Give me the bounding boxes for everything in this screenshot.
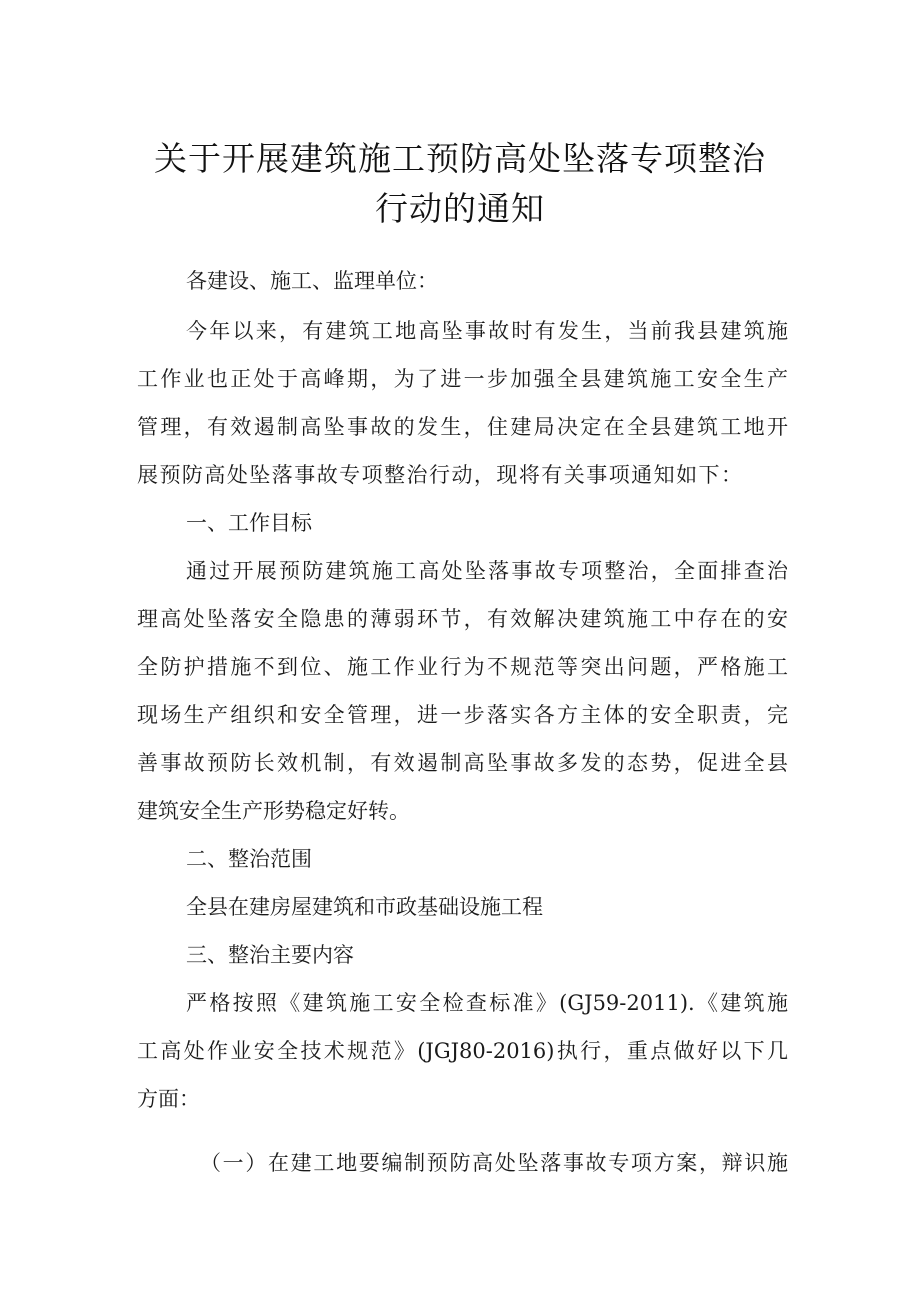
section-1-line-4: 现场生产组织和安全管理，进一步落实各方主体的安全职责，完 [137,703,788,727]
intro-line-3: 管理，有效遏制高坠事故的发生，住建局决定在全县建筑工地开 [137,415,788,439]
section-3-line-2: 工高处作业安全技术规范》(JGJ80-2016)执行，重点做好以下几 [137,1039,788,1063]
intro-line-4: 展预防高处坠落事故专项整治行动，现将有关事项通知如下： [137,463,742,487]
section-1-line-1: 通过开展预防建筑施工高处坠落事故专项整治，全面排查治 [186,559,788,583]
section-1-line-2: 理高处坠落安全隐患的薄弱环节，有效解决建筑施工中存在的安 [137,607,788,631]
section-2-body: 全县在建房屋建筑和市政基础设施工程 [186,895,543,919]
section-3-line-3: 方面： [137,1087,200,1111]
intro-line-1: 今年以来，有建筑工地高坠事故时有发生，当前我县建筑施 [186,319,788,343]
section-1-line-3: 全防护措施不到位、施工作业行为不规范等突出问题，严格施工 [137,655,788,679]
section-2-heading: 二、整治范围 [186,847,312,871]
document-title-line-1: 关于开展建筑施工预防高处坠落专项整治 [154,139,766,178]
item-1-line-1: （一）在建工地要编制预防高处坠落事故专项方案，辩识施 [200,1151,788,1175]
section-3-heading: 三、整治主要内容 [186,943,354,967]
section-1-line-5: 善事故预防长效机制，有效遏制高坠事故多发的态势，促进全县 [137,751,788,775]
document-title-line-2: 行动的通知 [375,189,545,228]
section-1-line-6: 建筑安全生产形势稳定好转。 [137,799,410,823]
intro-line-2: 工作业也正处于高峰期，为了进一步加强全县建筑施工安全生产 [137,367,788,391]
salutation: 各建设、施工、监理单位： [186,269,438,293]
section-1-heading: 一、工作目标 [186,511,312,535]
section-3-line-1: 严格按照《建筑施工安全检查标准》(GJ59-2011).《建筑施 [186,991,788,1015]
